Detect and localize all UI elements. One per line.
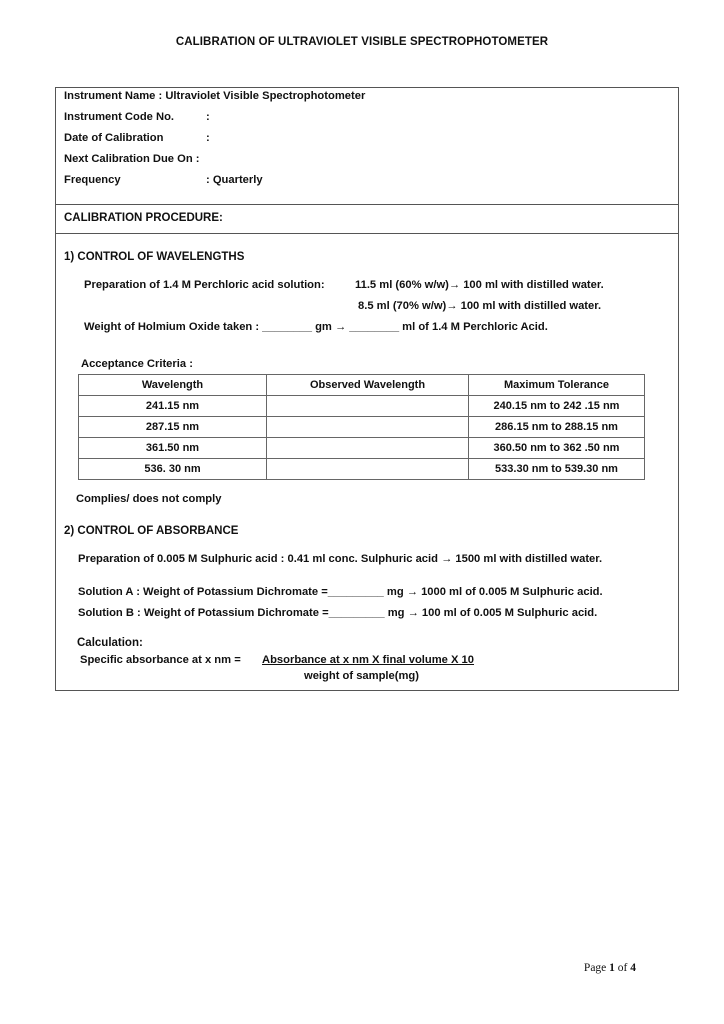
observed-cell[interactable]	[267, 396, 469, 417]
table-row	[79, 459, 645, 480]
header-wavelength: Wavelength	[79, 375, 267, 396]
divider	[55, 233, 679, 234]
document-title: CALIBRATION OF ULTRAVIOLET VISIBLE SPECTROPHOTOMETER	[175, 36, 549, 48]
prep-line1-tail: 100 ml with distilled water.	[463, 279, 604, 291]
tolerance-cell: 360.50 nm to 362 .50 nm	[469, 438, 645, 459]
holmium-volume: ________ ml of 1.4 M Perchloric Acid.	[349, 321, 548, 333]
observed-cell[interactable]	[267, 438, 469, 459]
observed-cell[interactable]	[267, 417, 469, 438]
wavelength-cell: 361.50 nm	[79, 438, 267, 459]
solution-a: Solution A : Weight of Potassium Dichromate =_________ mg	[78, 586, 404, 598]
calibration-date-colon: :	[206, 132, 210, 144]
table-row	[79, 417, 645, 438]
page-current: 1	[609, 962, 615, 974]
table-row	[79, 396, 645, 417]
perchloric-prep-line1	[355, 279, 604, 291]
arrow-icon: →	[407, 607, 419, 619]
solution-b-tail: 100 ml of 0.005 M Sulphuric acid.	[421, 607, 598, 619]
prep-line2-tail: 100 ml with distilled water.	[460, 300, 602, 312]
next-calibration-label: Next Calibration Due On :	[64, 153, 200, 165]
instrument-name: Instrument Name : Ultraviolet Visible Spectrophotometer	[64, 90, 366, 102]
holmium-weight: Weight of Holmium Oxide taken : ________ gm	[84, 321, 332, 333]
perchloric-prep-label: Preparation of 1.4 M Perchloric acid solution:	[84, 279, 325, 291]
wavelength-cell: 536. 30 nm	[79, 459, 267, 480]
solution-b: Solution B : Weight of Potassium Dichromate =_________ mg	[78, 607, 405, 619]
arrow-icon: →	[406, 586, 418, 598]
page-total: 4	[630, 962, 636, 974]
acceptance-table	[78, 374, 645, 480]
complies-text: Complies/ does not comply	[76, 493, 222, 505]
perchloric-prep-line2	[358, 300, 601, 312]
page-word: Page	[583, 962, 607, 974]
prep-line1-text: 11.5 ml (60% w/w)	[355, 279, 449, 291]
of-word: of	[617, 962, 628, 974]
solution-b-line	[78, 607, 597, 619]
arrow-icon: →	[446, 300, 458, 312]
prep-line2-text: 8.5 ml (70% w/w)	[358, 300, 447, 312]
solution-a-line	[78, 586, 603, 598]
table-row	[79, 438, 645, 459]
instrument-code-label: Instrument Code No.	[64, 111, 175, 123]
table-header-row	[79, 375, 645, 396]
wavelength-cell: 287.15 nm	[79, 417, 267, 438]
page-number	[584, 962, 636, 974]
arrow-icon: →	[448, 279, 461, 291]
arrow-icon: →	[334, 321, 347, 333]
instrument-code-colon: :	[206, 111, 210, 123]
procedure-heading: CALIBRATION PROCEDURE:	[64, 212, 223, 224]
acceptance-criteria-heading: Acceptance Criteria :	[81, 358, 193, 370]
calc-numerator: Absorbance at x nm X final volume X 10	[262, 654, 475, 666]
header-tolerance: Maximum Tolerance	[469, 375, 645, 396]
tolerance-cell: 533.30 nm to 539.30 nm	[469, 459, 645, 480]
frequency-value: : Quarterly	[206, 174, 263, 186]
frequency-label: Frequency	[64, 174, 121, 186]
header-observed: Observed Wavelength	[267, 375, 469, 396]
tolerance-cell: 240.15 nm to 242 .15 nm	[469, 396, 645, 417]
arrow-icon: →	[441, 553, 453, 565]
specific-absorbance-label: Specific absorbance at x nm =	[80, 654, 241, 666]
tolerance-cell: 286.15 nm to 288.15 nm	[469, 417, 645, 438]
divider	[55, 204, 679, 205]
calibration-date-label: Date of Calibration	[64, 132, 164, 144]
wavelength-cell: 241.15 nm	[79, 396, 267, 417]
sulphuric-prep-tail: 1500 ml with distilled water.	[455, 553, 603, 565]
solution-a-tail: 1000 ml of 0.005 M Sulphuric acid.	[421, 586, 603, 598]
wavelength-heading: 1) CONTROL OF WAVELENGTHS	[64, 251, 245, 263]
sulphuric-prep: Preparation of 0.005 M Sulphuric acid : 0.41 ml conc. Sulphuric acid	[78, 553, 438, 565]
calc-denominator: weight of sample(mg)	[304, 670, 419, 682]
holmium-line	[84, 321, 548, 333]
sulphuric-prep-line	[78, 553, 602, 565]
absorbance-heading: 2) CONTROL OF ABSORBANCE	[64, 525, 239, 537]
calculation-heading: Calculation:	[77, 637, 143, 649]
observed-cell[interactable]	[267, 459, 469, 480]
